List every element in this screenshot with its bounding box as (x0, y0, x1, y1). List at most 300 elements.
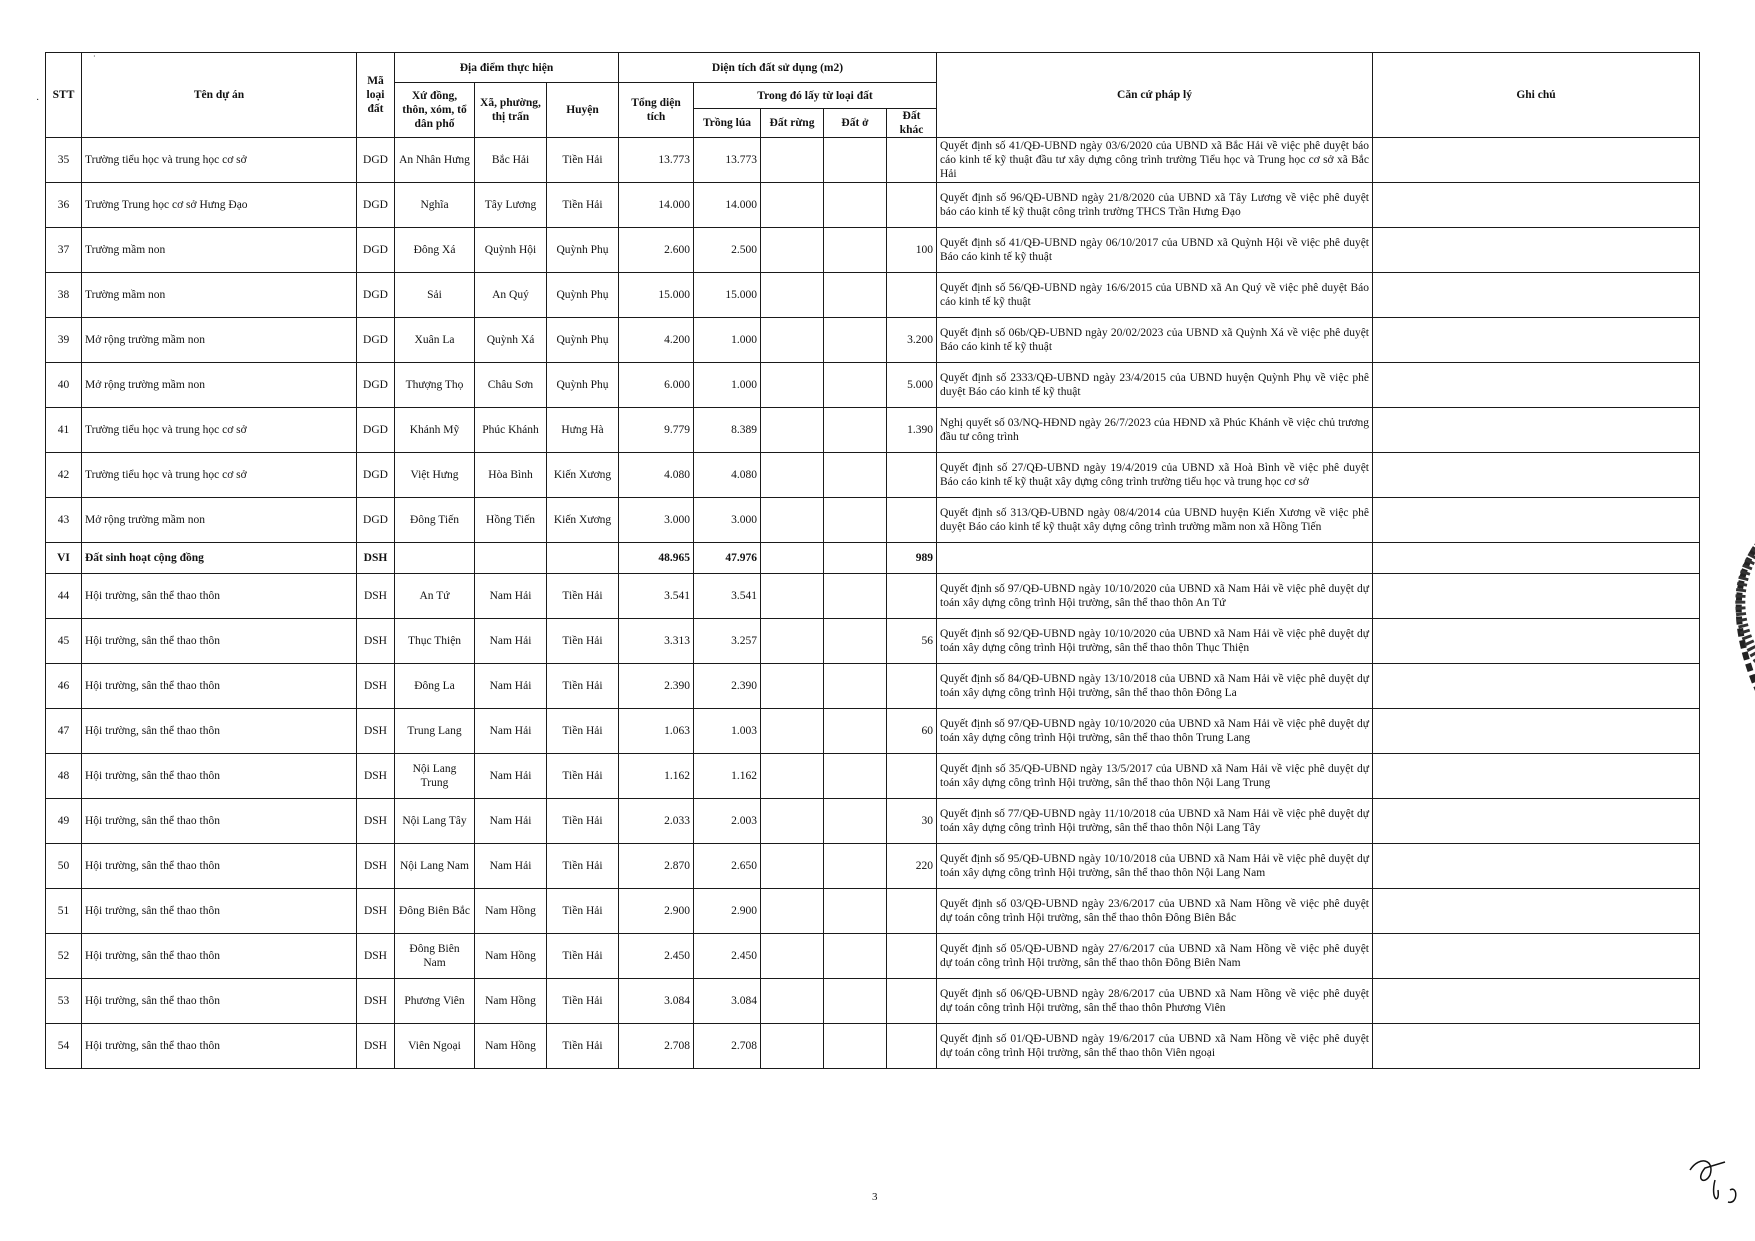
row-rice-land: 2.450 (694, 934, 761, 979)
row-district: Tiền Hải (547, 709, 619, 754)
row-rice-land: 1.000 (694, 318, 761, 363)
row-district: Kiến Xương (547, 453, 619, 498)
row-residential-land (824, 1024, 887, 1069)
row-legal-basis: Quyết định số 01/QĐ-UBND ngày 19/6/2017 của UBND xã Nam Hồng về việc phê duyệt dự toán công trình Hội trường, sân thể thao thôn Viên ngoại (937, 1024, 1373, 1069)
row-legal-basis: Nghị quyết số 03/NQ-HĐND ngày 26/7/2023 của HĐND xã Phúc Khánh về việc chủ trương đầu tư công trình (937, 408, 1373, 453)
row-field-village: An Tứ (395, 574, 475, 619)
row-legal-basis: Quyết định số 27/QĐ-UBND ngày 19/4/2019 của UBND xã Hoà Bình về việc phê duyệt Báo cáo kinh tế kỹ thuật xây dựng công trình trường tiểu học và trung học cơ sở (937, 453, 1373, 498)
row-rice-land: 3.000 (694, 498, 761, 543)
row-total-area: 9.779 (619, 408, 694, 453)
row-commune: Hòa Bình (475, 453, 547, 498)
row-residential-land (824, 138, 887, 183)
row-residential-land (824, 889, 887, 934)
row-legal-basis: Quyết định số 35/QĐ-UBND ngày 13/5/2017 của UBND xã Nam Hải về việc phê duyệt dự toán xây dựng công trình Hội trường, sân thể thao thôn Nội Lang Trung (937, 754, 1373, 799)
header-stt: STT (46, 53, 82, 138)
row-residential-land (824, 498, 887, 543)
row-commune: Quỳnh Xá (475, 318, 547, 363)
row-land-code: DSH (357, 619, 395, 664)
row-district: Tiền Hải (547, 979, 619, 1024)
row-forest-land (761, 934, 824, 979)
row-total-area: 3.541 (619, 574, 694, 619)
table-row (46, 619, 1700, 664)
row-land-code: DGD (357, 273, 395, 318)
row-legal-basis: Quyết định số 2333/QĐ-UBND ngày 23/4/2015 của UBND huyện Quỳnh Phụ về việc phê duyệt Báo cáo kinh tế kỹ thuật (937, 363, 1373, 408)
row-land-code: DSH (357, 934, 395, 979)
row-district: Tiền Hải (547, 889, 619, 934)
row-forest-land (761, 709, 824, 754)
row-project-name: Hội trường, sân thể thao thôn (82, 664, 357, 709)
row-project-name: Trường tiểu học và trung học cơ sở (82, 408, 357, 453)
row-residential-land (824, 979, 887, 1024)
row-legal-basis: Quyết định số 97/QĐ-UBND ngày 10/10/2020 của UBND xã Nam Hải về việc phê duyệt dự toán xây dựng công trình Hội trường, sân thể thao thôn Trung Lang (937, 709, 1373, 754)
table-body (46, 138, 1700, 1069)
row-legal-basis: Quyết định số 03/QĐ-UBND ngày 23/6/2017 của UBND xã Nam Hồng về việc phê duyệt dự toán công trình Hội trường, sân thể thao thôn Đông Biên Bắc (937, 889, 1373, 934)
row-other-land: 30 (887, 799, 937, 844)
row-residential-land (824, 273, 887, 318)
row-residential-land (824, 408, 887, 453)
row-note (1373, 453, 1700, 498)
row-commune: Nam Hải (475, 619, 547, 664)
row-stt: 45 (46, 619, 82, 664)
row-project-name: Hội trường, sân thể thao thôn (82, 934, 357, 979)
row-other-land: 56 (887, 619, 937, 664)
row-commune: Nam Hồng (475, 1024, 547, 1069)
row-commune (475, 543, 547, 574)
row-land-code: DGD (357, 498, 395, 543)
row-stt: 47 (46, 709, 82, 754)
row-total-area: 15.000 (619, 273, 694, 318)
row-note (1373, 408, 1700, 453)
row-legal-basis: Quyết định số 313/QĐ-UBND ngày 08/4/2014 của UBND huyện Kiến Xương về việc phê duyệt Báo cáo kinh tế kỹ thuật xây dựng công trình trường mầm non xã Hồng Tiến (937, 498, 1373, 543)
header-residential-land: Đất ở (824, 109, 887, 138)
row-forest-land (761, 453, 824, 498)
row-project-name: Hội trường, sân thể thao thôn (82, 844, 357, 889)
row-district: Tiền Hải (547, 664, 619, 709)
row-rice-land: 2.003 (694, 799, 761, 844)
row-note (1373, 844, 1700, 889)
row-note (1373, 498, 1700, 543)
row-total-area: 6.000 (619, 363, 694, 408)
row-district: Hưng Hà (547, 408, 619, 453)
row-other-land: 100 (887, 228, 937, 273)
row-stt: 52 (46, 934, 82, 979)
row-note (1373, 574, 1700, 619)
row-commune: Phúc Khánh (475, 408, 547, 453)
row-total-area: 1.162 (619, 754, 694, 799)
table-row (46, 363, 1700, 408)
row-district: Quỳnh Phụ (547, 363, 619, 408)
row-forest-land (761, 799, 824, 844)
row-forest-land (761, 619, 824, 664)
table-row (46, 498, 1700, 543)
header-district: Huyện (547, 83, 619, 138)
row-other-land (887, 273, 937, 318)
row-other-land: 3.200 (887, 318, 937, 363)
row-field-village: Nghĩa (395, 183, 475, 228)
table-row (46, 273, 1700, 318)
row-project-name: Trường Trung học cơ sở Hưng Đạo (82, 183, 357, 228)
row-district: Tiền Hải (547, 183, 619, 228)
row-rice-land: 1.162 (694, 754, 761, 799)
row-forest-land (761, 889, 824, 934)
row-note (1373, 889, 1700, 934)
row-project-name: Trường tiểu học và trung học cơ sở (82, 138, 357, 183)
row-residential-land (824, 574, 887, 619)
row-stt: 43 (46, 498, 82, 543)
row-land-code: DSH (357, 754, 395, 799)
row-project-name: Trường tiểu học và trung học cơ sở (82, 453, 357, 498)
row-forest-land (761, 1024, 824, 1069)
row-other-land (887, 574, 937, 619)
row-forest-land (761, 183, 824, 228)
row-legal-basis: Quyết định số 41/QĐ-UBND ngày 06/10/2017 của UBND xã Quỳnh Hội về việc phê duyệt Báo cáo kinh tế kỹ thuật (937, 228, 1373, 273)
header-total-area: Tổng diện tích (619, 83, 694, 138)
row-commune: Nam Hồng (475, 979, 547, 1024)
row-other-land (887, 754, 937, 799)
row-rice-land: 2.708 (694, 1024, 761, 1069)
row-other-land (887, 889, 937, 934)
row-field-village: An Nhân Hưng (395, 138, 475, 183)
row-forest-land (761, 318, 824, 363)
row-district: Tiền Hải (547, 934, 619, 979)
row-legal-basis: Quyết định số 92/QĐ-UBND ngày 10/10/2020 của UBND xã Nam Hải về việc phê duyệt dự toán xây dựng công trình Hội trường, sân thể thao thôn Thục Thiện (937, 619, 1373, 664)
row-field-village: Nội Lang Trung (395, 754, 475, 799)
row-stt: 35 (46, 138, 82, 183)
row-note (1373, 318, 1700, 363)
row-commune: Bắc Hải (475, 138, 547, 183)
row-total-area: 13.773 (619, 138, 694, 183)
row-other-land (887, 664, 937, 709)
row-rice-land: 8.389 (694, 408, 761, 453)
row-stt: 42 (46, 453, 82, 498)
row-residential-land (824, 318, 887, 363)
row-total-area: 2.870 (619, 844, 694, 889)
row-commune: Nam Hải (475, 844, 547, 889)
row-field-village: Việt Hưng (395, 453, 475, 498)
row-project-name: Hội trường, sân thể thao thôn (82, 619, 357, 664)
row-commune: Nam Hải (475, 799, 547, 844)
row-total-area: 2.033 (619, 799, 694, 844)
row-field-village: Đông Biên Nam (395, 934, 475, 979)
row-residential-land (824, 664, 887, 709)
header-field-village: Xứ đồng, thôn, xóm, tổ dân phố (395, 83, 475, 138)
row-field-village: Khánh Mỹ (395, 408, 475, 453)
row-legal-basis: Quyết định số 97/QĐ-UBND ngày 10/10/2020 của UBND xã Nam Hải về việc phê duyệt dự toán xây dựng công trình Hội trường, sân thể thao thôn An Tứ (937, 574, 1373, 619)
row-residential-land (824, 754, 887, 799)
row-field-village: Thục Thiện (395, 619, 475, 664)
row-other-land (887, 138, 937, 183)
row-note (1373, 664, 1700, 709)
row-land-code: DSH (357, 574, 395, 619)
row-legal-basis: Quyết định số 06/QĐ-UBND ngày 28/6/2017 của UBND xã Nam Hồng về việc phê duyệt dự toán công trình Hội trường, sân thể thao thôn Phương Viên (937, 979, 1373, 1024)
table-row (46, 664, 1700, 709)
scan-mark: · (36, 95, 40, 106)
table-row (46, 844, 1700, 889)
row-rice-land: 1.003 (694, 709, 761, 754)
row-other-land: 1.390 (887, 408, 937, 453)
table-row (46, 408, 1700, 453)
row-legal-basis: Quyết định số 84/QĐ-UBND ngày 13/10/2018 của UBND xã Nam Hải về việc phê duyệt dự toán xây dựng công trình Hội trường, sân thể thao thôn Đông La (937, 664, 1373, 709)
row-land-code: DSH (357, 543, 395, 574)
row-residential-land (824, 183, 887, 228)
row-residential-land (824, 934, 887, 979)
row-rice-land: 2.500 (694, 228, 761, 273)
row-other-land (887, 1024, 937, 1069)
table-row (46, 934, 1700, 979)
row-stt: 37 (46, 228, 82, 273)
row-legal-basis: Quyết định số 56/QĐ-UBND ngày 16/6/2015 của UBND xã An Quý về việc phê duyệt Báo cáo kinh tế kỹ thuật (937, 273, 1373, 318)
row-forest-land (761, 228, 824, 273)
row-forest-land (761, 754, 824, 799)
row-district: Tiền Hải (547, 574, 619, 619)
row-project-name: Mở rộng trường mầm non (82, 363, 357, 408)
header-area: Diện tích đất sử dụng (m2) (619, 53, 937, 83)
row-other-land: 5.000 (887, 363, 937, 408)
header-forest-land: Đất rừng (761, 109, 824, 138)
row-forest-land (761, 498, 824, 543)
row-forest-land (761, 664, 824, 709)
row-field-village: Đông Biên Bắc (395, 889, 475, 934)
header-other-land: Đất khác (887, 109, 937, 138)
row-stt: 36 (46, 183, 82, 228)
header-note: Ghi chú (1373, 53, 1700, 138)
row-field-village: Đông Xá (395, 228, 475, 273)
row-land-code: DGD (357, 363, 395, 408)
row-note (1373, 138, 1700, 183)
row-other-land (887, 979, 937, 1024)
row-forest-land (761, 844, 824, 889)
row-rice-land: 3.257 (694, 619, 761, 664)
row-commune: Châu Sơn (475, 363, 547, 408)
row-note (1373, 979, 1700, 1024)
row-project-name: Hội trường, sân thể thao thôn (82, 754, 357, 799)
row-land-code: DGD (357, 453, 395, 498)
row-total-area: 2.600 (619, 228, 694, 273)
row-total-area: 2.390 (619, 664, 694, 709)
row-field-village: Trung Lang (395, 709, 475, 754)
row-residential-land (824, 228, 887, 273)
row-field-village: Viên Ngoại (395, 1024, 475, 1069)
row-legal-basis: Quyết định số 77/QĐ-UBND ngày 11/10/2018 của UBND xã Nam Hải về việc phê duyệt dự toán xây dựng công trình Hội trường, sân thể thao thôn Nội Lang Tây (937, 799, 1373, 844)
row-total-area: 1.063 (619, 709, 694, 754)
row-stt: 53 (46, 979, 82, 1024)
row-district: Tiền Hải (547, 619, 619, 664)
row-residential-land (824, 709, 887, 754)
row-district: Quỳnh Phụ (547, 273, 619, 318)
land-use-table (45, 52, 1700, 1069)
row-forest-land (761, 979, 824, 1024)
row-forest-land (761, 408, 824, 453)
official-stamp (1700, 505, 1755, 705)
row-other-land: 989 (887, 543, 937, 574)
row-forest-land (761, 138, 824, 183)
row-field-village: Đông La (395, 664, 475, 709)
row-note (1373, 619, 1700, 664)
row-rice-land: 14.000 (694, 183, 761, 228)
row-total-area: 2.900 (619, 889, 694, 934)
row-district: Tiền Hải (547, 138, 619, 183)
row-project-name: Đất sinh hoạt cộng đồng (82, 543, 357, 574)
row-other-land (887, 498, 937, 543)
row-note (1373, 363, 1700, 408)
row-district: Kiến Xương (547, 498, 619, 543)
header-commune: Xã, phường, thị trấn (475, 83, 547, 138)
row-district: Tiền Hải (547, 754, 619, 799)
row-rice-land: 2.650 (694, 844, 761, 889)
row-legal-basis: Quyết định số 96/QĐ-UBND ngày 21/8/2020 của UBND xã Tây Lương về việc phê duyệt báo cáo kinh tế kỹ thuật công trình trường THCS Trần Hưng Đạo (937, 183, 1373, 228)
row-commune: Nam Hồng (475, 934, 547, 979)
row-stt: 44 (46, 574, 82, 619)
row-field-village: Đông Tiến (395, 498, 475, 543)
row-stt: 49 (46, 799, 82, 844)
table-row (46, 138, 1700, 183)
row-stt: 54 (46, 1024, 82, 1069)
row-forest-land (761, 273, 824, 318)
row-other-land (887, 453, 937, 498)
row-land-code: DSH (357, 979, 395, 1024)
row-commune: Tây Lương (475, 183, 547, 228)
row-total-area: 2.450 (619, 934, 694, 979)
row-land-code: DSH (357, 799, 395, 844)
row-project-name: Hội trường, sân thể thao thôn (82, 1024, 357, 1069)
row-field-village: Sải (395, 273, 475, 318)
row-commune: Nam Hải (475, 709, 547, 754)
row-note (1373, 754, 1700, 799)
row-total-area: 3.084 (619, 979, 694, 1024)
table-row (46, 453, 1700, 498)
row-district: Quỳnh Phụ (547, 318, 619, 363)
table-row (46, 318, 1700, 363)
table-row (46, 799, 1700, 844)
row-field-village: Xuân La (395, 318, 475, 363)
row-district: Tiền Hải (547, 1024, 619, 1069)
header-legal-basis: Căn cứ pháp lý (937, 53, 1373, 138)
row-legal-basis: Quyết định số 06b/QĐ-UBND ngày 20/02/2023 của UBND xã Quỳnh Xá về việc phê duyệt Báo cáo kinh tế kỹ thuật (937, 318, 1373, 363)
row-commune: Nam Hải (475, 754, 547, 799)
row-commune: Quỳnh Hội (475, 228, 547, 273)
table-row (46, 1024, 1700, 1069)
row-stt: 48 (46, 754, 82, 799)
row-stt: 39 (46, 318, 82, 363)
row-stt: 46 (46, 664, 82, 709)
row-stt: 41 (46, 408, 82, 453)
table-row (46, 754, 1700, 799)
row-note (1373, 1024, 1700, 1069)
row-project-name: Hội trường, sân thể thao thôn (82, 979, 357, 1024)
row-project-name: Mở rộng trường mầm non (82, 498, 357, 543)
row-project-name: Trường mầm non (82, 273, 357, 318)
row-land-code: DSH (357, 1024, 395, 1069)
row-rice-land: 3.541 (694, 574, 761, 619)
row-note (1373, 228, 1700, 273)
row-note (1373, 709, 1700, 754)
row-residential-land (824, 799, 887, 844)
row-other-land: 60 (887, 709, 937, 754)
row-residential-land (824, 453, 887, 498)
table-row (46, 889, 1700, 934)
row-rice-land: 1.000 (694, 363, 761, 408)
row-note (1373, 934, 1700, 979)
row-project-name: Hội trường, sân thể thao thôn (82, 799, 357, 844)
section-row (46, 543, 1700, 574)
row-rice-land: 47.976 (694, 543, 761, 574)
row-note (1373, 543, 1700, 574)
header-rice-land: Trồng lúa (694, 109, 761, 138)
row-rice-land: 2.900 (694, 889, 761, 934)
table-row (46, 574, 1700, 619)
row-total-area: 4.200 (619, 318, 694, 363)
row-stt: 51 (46, 889, 82, 934)
row-other-land (887, 934, 937, 979)
row-total-area: 2.708 (619, 1024, 694, 1069)
row-project-name: Mở rộng trường mầm non (82, 318, 357, 363)
row-forest-land (761, 543, 824, 574)
row-field-village (395, 543, 475, 574)
row-commune: Nam Hồng (475, 889, 547, 934)
row-residential-land (824, 363, 887, 408)
row-total-area: 4.080 (619, 453, 694, 498)
header-land-code: Mã loại đất (357, 53, 395, 138)
row-forest-land (761, 363, 824, 408)
row-legal-basis: Quyết định số 95/QĐ-UBND ngày 10/10/2018 của UBND xã Nam Hải về việc phê duyệt dự toán xây dựng công trình Hội trường, sân thể thao thôn Nội Lang Nam (937, 844, 1373, 889)
row-note (1373, 273, 1700, 318)
row-total-area: 14.000 (619, 183, 694, 228)
row-land-code: DGD (357, 138, 395, 183)
handwritten-signature (1680, 1150, 1750, 1210)
table-row (46, 709, 1700, 754)
row-legal-basis: Quyết định số 41/QĐ-UBND ngày 03/6/2020 của UBND xã Bắc Hải về việc phê duyệt báo cáo kinh tế kỹ thuật đầu tư xây dựng công trình trường Tiểu học và Trung học cơ sở xã Bắc Hải (937, 138, 1373, 183)
page-number: 3 (872, 1191, 878, 1203)
row-field-village: Thượng Thọ (395, 363, 475, 408)
row-land-code: DGD (357, 318, 395, 363)
row-district: Quỳnh Phụ (547, 228, 619, 273)
row-land-code: DSH (357, 889, 395, 934)
row-district: Tiền Hải (547, 799, 619, 844)
row-project-name: Hội trường, sân thể thao thôn (82, 574, 357, 619)
row-stt: VI (46, 543, 82, 574)
row-commune: An Quý (475, 273, 547, 318)
row-rice-land: 2.390 (694, 664, 761, 709)
row-forest-land (761, 574, 824, 619)
row-field-village: Nội Lang Nam (395, 844, 475, 889)
table-row (46, 183, 1700, 228)
row-stt: 40 (46, 363, 82, 408)
row-residential-land (824, 543, 887, 574)
row-other-land: 220 (887, 844, 937, 889)
row-rice-land: 4.080 (694, 453, 761, 498)
row-residential-land (824, 619, 887, 664)
row-total-area: 3.000 (619, 498, 694, 543)
row-commune: Nam Hải (475, 574, 547, 619)
row-rice-land: 15.000 (694, 273, 761, 318)
row-total-area: 48.965 (619, 543, 694, 574)
row-legal-basis (937, 543, 1373, 574)
row-total-area: 3.313 (619, 619, 694, 664)
row-stt: 38 (46, 273, 82, 318)
row-note (1373, 183, 1700, 228)
row-residential-land (824, 844, 887, 889)
row-land-code: DGD (357, 183, 395, 228)
row-field-village: Nội Lang Tây (395, 799, 475, 844)
header-location: Địa điểm thực hiện (395, 53, 619, 83)
header-project-name: Tên dự án (82, 53, 357, 138)
row-note (1373, 799, 1700, 844)
row-rice-land: 3.084 (694, 979, 761, 1024)
header-of-which: Trong đó lấy từ loại đất (694, 83, 937, 109)
row-commune: Hồng Tiến (475, 498, 547, 543)
row-other-land (887, 183, 937, 228)
row-commune: Nam Hải (475, 664, 547, 709)
